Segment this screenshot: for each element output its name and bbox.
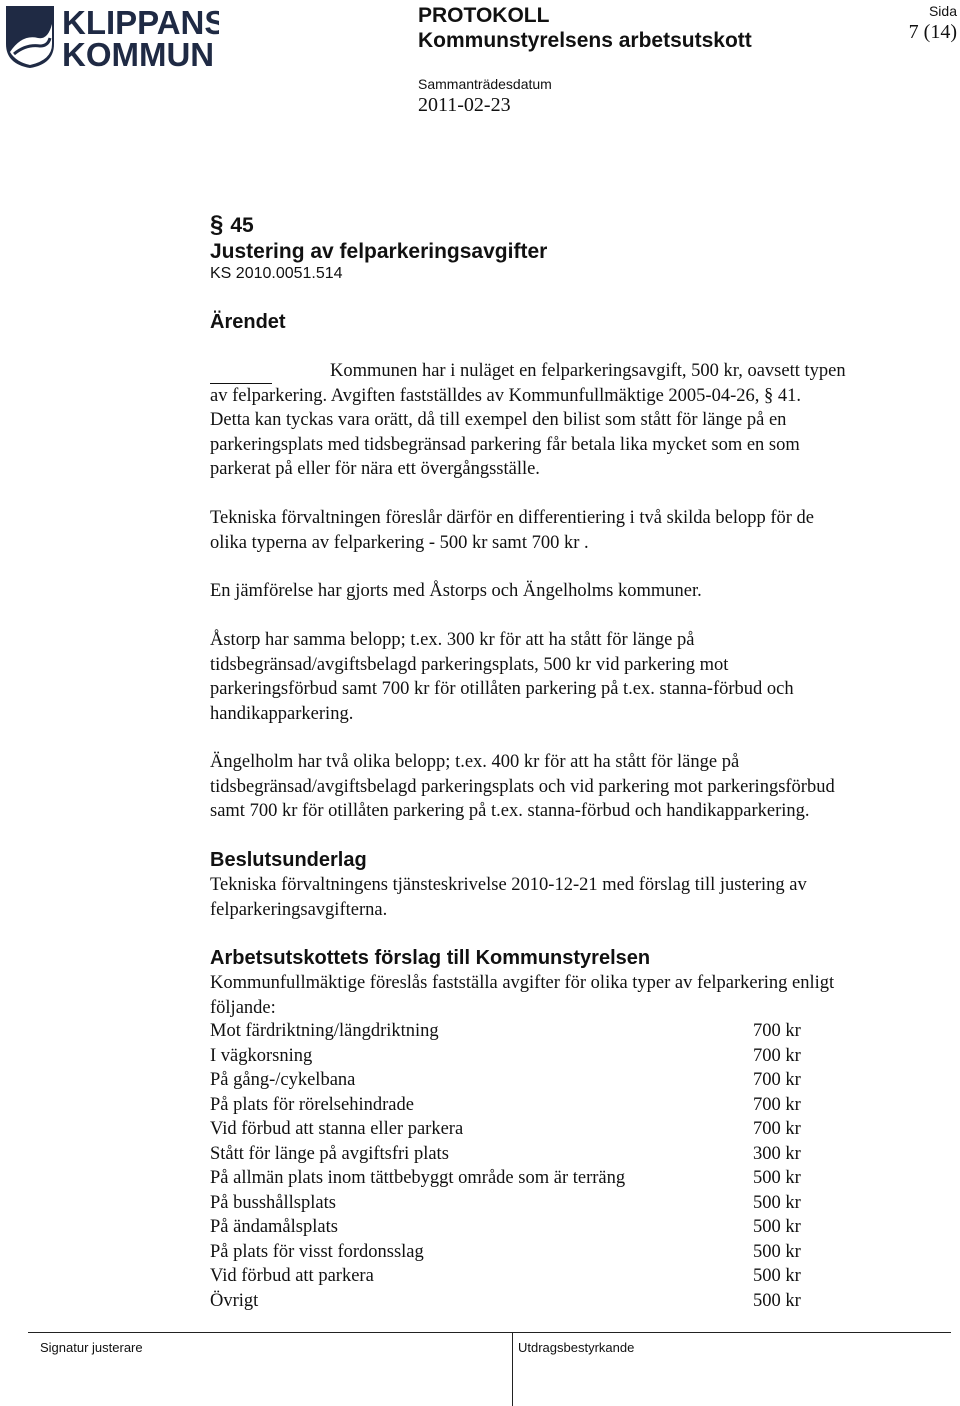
fee-label: På busshållsplats [210,1192,336,1213]
fee-label: På ändamålsplats [210,1217,338,1237]
fee-row [210,1142,810,1167]
heading-arbetsutskottets-forslag: Arbetsutskottets förslag till Kommunstyrelsen [210,947,651,969]
paragraph-background [210,359,935,482]
fee-row [210,1019,810,1044]
fee-amount: 700 kr [753,1021,801,1041]
fee-amount: 700 kr [753,1045,801,1066]
svg-text:KOMMUN: KOMMUN [62,36,215,70]
fee-row [210,1264,810,1289]
paragraph-angelholm [210,750,935,824]
paragraph-line: Tekniska förvaltningens tjänsteskrivelse 2010-12-21 med förslag till justering av [210,875,807,895]
fee-amount: 300 kr [753,1143,801,1164]
paragraph-proposal-intro [210,971,935,1020]
paragraph-line: tidsbegränsad/avgiftsbelagd parkeringsplats och vid parkering mot parkeringsförbud [210,776,835,797]
meeting-date-label: Sammanträdesdatum [418,76,552,92]
paragraph-astorp [210,628,935,726]
page-number: 7 (14) [908,21,957,43]
paragraph-line: Kommunfullmäktige föreslås fastställa avgifter för olika typer av felparkering enligt [210,973,835,993]
fee-row [210,1166,810,1191]
fee-row [210,1117,810,1142]
paragraph-line: tidsbegränsad/avgiftsbelagd parkeringsplats, 500 kr vid parkering mot [210,654,729,675]
case-reference: KS 2010.0051.514 [210,265,343,282]
paragraph-line: Kommunen har i nuläget en felparkeringsavgift, 500 kr, oavsett typen [210,359,935,384]
fee-amount: 700 kr [753,1094,801,1115]
paragraph-line: olika typerna av felparkering - 500 kr samt 700 kr . [210,532,589,553]
fee-table [210,1019,810,1313]
paragraph-line: En jämförelse har gjorts med Åstorps och Ängelholms kommuner. [210,581,702,601]
klippans-kommun-logo [4,4,219,70]
paragraph-line: parkeringsförbud samt 700 kr för otillåten parkering på t.ex. stanna-förbud och [210,679,794,699]
footer-divider-line [28,1332,951,1333]
fee-row [210,1289,810,1314]
meeting-date: 2011-02-23 [418,94,511,116]
paragraph-comparison [210,579,935,604]
fee-row [210,1093,810,1118]
paragraph-line: följande: [210,997,276,1018]
blank-rule [210,365,272,384]
heading-beslutsunderlag: Beslutsunderlag [210,849,367,871]
fee-label: Vid förbud att parkera [210,1266,374,1286]
paragraph-line: felparkeringsavgifterna. [210,899,388,920]
fee-label: I vägkorsning [210,1045,313,1066]
fee-amount: 500 kr [753,1241,801,1262]
paragraph-proposal [210,506,935,555]
committee-name: Kommunstyrelsens arbetsutskott [418,29,752,52]
fee-row [210,1191,810,1216]
fee-label: På gång-/cykelbana [210,1070,356,1090]
fee-label: På plats för visst fordonsslag [210,1241,424,1262]
heading-arendet: Ärendet [210,311,286,333]
paragraph-line: parkerat på eller för nära ett övergångsställe. [210,459,540,479]
svg-text:KLIPPANS: KLIPPANS [62,4,219,41]
paragraph-line: Tekniska förvaltningen föreslår därför en differentiering i två skilda belopp för de [210,508,815,528]
section-title: Justering av felparkeringsavgifter [210,240,548,263]
signature-label: Signatur justerare [40,1340,143,1355]
paragraph-line: Åstorp har samma belopp; t.ex. 300 kr för att ha stått för länge på [210,630,695,650]
fee-amount: 500 kr [753,1192,801,1213]
fee-label: Övrigt [210,1290,259,1311]
logo-emblem-icon [4,4,219,70]
paragraph-line: samt 700 kr för otillåten parkering på t.ex. stanna-förbud och handikapparkering. [210,801,810,821]
fee-amount: 700 kr [753,1070,801,1090]
paragraph-decision-basis [210,873,935,922]
fee-row [210,1044,810,1069]
fee-label: Stått för länge på avgiftsfri plats [210,1143,449,1164]
fee-row [210,1068,810,1093]
fee-amount: 500 kr [753,1168,801,1188]
fee-amount: 500 kr [753,1290,801,1311]
fee-label: På allmän plats inom tättbebyggt område som är terräng [210,1168,626,1188]
paragraph-line: Detta kan tyckas vara orätt, då till exempel den bilist som stått för länge på en [210,410,787,430]
fee-amount: 500 kr [753,1266,801,1286]
fee-label: På plats för rörelsehindrade [210,1094,414,1115]
section-number [210,212,254,239]
fee-amount: 700 kr [753,1119,801,1139]
fee-row [210,1240,810,1265]
fee-label: Vid förbud att stanna eller parkera [210,1119,464,1139]
paragraph-line: Ängelholm har två olika belopp; t.ex. 400 kr för att ha stått för länge på [210,752,740,772]
fee-amount: 500 kr [753,1217,801,1237]
fee-row [210,1215,810,1240]
page-label: Sida [928,3,957,19]
fee-label: Mot färdriktning/längdriktning [210,1021,439,1041]
paragraph-line: parkeringsplats med tidsbegränsad parkering får betala lika mycket som en som [210,434,800,455]
extract-certification-label: Utdragsbestyrkande [518,1340,635,1355]
footer-column-divider [512,1332,513,1406]
paragraph-line: av felparkering. Avgiften fastställdes av Kommunfullmäktige 2005-04-26, § 41. [210,385,802,406]
paragraph-line: handikapparkering. [210,703,354,724]
section-number-value: 45 [230,214,254,237]
paragraph-symbol: § [210,211,224,238]
document-type-title: PROTOKOLL [418,4,550,27]
